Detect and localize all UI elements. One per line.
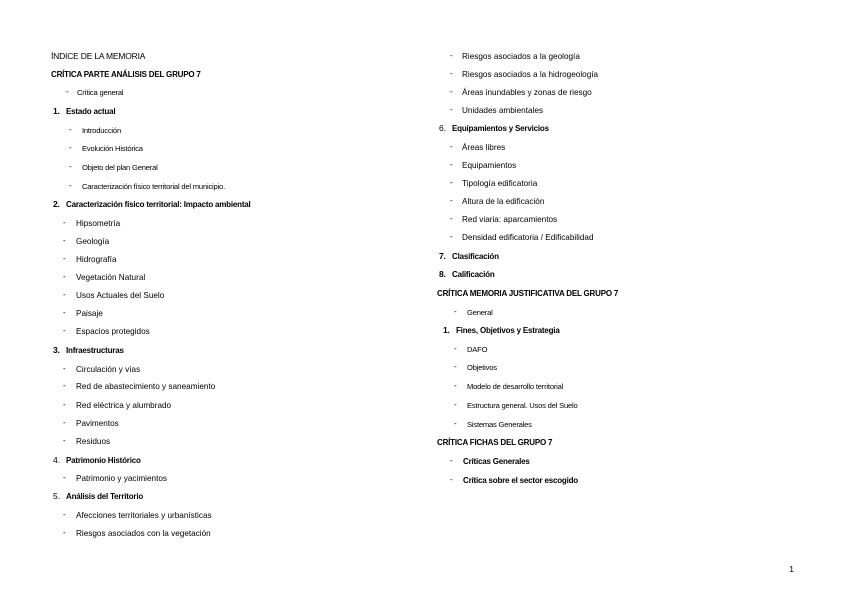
dash-bullet: - [63,400,66,409]
heading-number: 7. [439,251,446,261]
dash-bullet: - [450,196,453,205]
toc-item[interactable]: Crítica general [77,88,124,97]
toc-item[interactable]: Caracterización físico territorial del municipio. [82,182,225,191]
toc-heading[interactable]: Infraestructuras [66,346,124,355]
dash-bullet: - [63,254,66,263]
dash-bullet: - [454,344,457,353]
toc-item[interactable]: DAFO [467,345,488,354]
dash-bullet: - [454,400,457,409]
index-title: ÍNDICE DE LA MEMORIA [51,51,146,61]
dash-bullet: - [450,214,453,223]
dash-bullet: - [63,290,66,299]
toc-heading[interactable]: Fines, Objetivos y Estrategia [456,326,560,335]
toc-item[interactable]: Equipamientos [462,161,517,170]
toc-item[interactable]: Estructura general. Usos del Suelo [467,401,578,410]
dash-bullet: - [450,87,453,96]
dash-bullet: - [63,272,66,281]
toc-item[interactable]: Hipsometría [76,219,121,228]
toc-heading[interactable]: Equipamientos y Servicios [452,124,549,133]
toc-item[interactable]: Introducción [82,126,121,135]
toc-item[interactable]: Crítica sobre el sector escogido [463,476,578,485]
dash-bullet: - [63,381,66,390]
toc-item[interactable]: Sistemas Generales [467,420,532,429]
dash-bullet: - [63,528,66,537]
dash-bullet: - [63,473,66,482]
heading-number: 5. [53,491,61,501]
dash-bullet: - [63,236,66,245]
dash-bullet: - [450,475,453,484]
toc-item[interactable]: Geología [76,237,110,246]
toc-heading[interactable]: Calificación [452,270,495,279]
toc-item[interactable]: Pavimentos [76,419,119,428]
dash-bullet: - [63,308,66,317]
toc-item[interactable]: Residuos [76,437,111,446]
dash-bullet: - [450,160,453,169]
section-title-memoria: CRÍTICA MEMORIA JUSTIFICATIVA DEL GRUPO 7 [437,289,619,298]
heading-number: 1. [53,106,60,116]
toc-item[interactable]: Red de abastecimiento y saneamiento [76,382,216,391]
toc-item[interactable]: Hidrografía [76,255,117,264]
toc-item[interactable]: Densidad edificatoria / Edificabilidad [462,233,594,242]
toc-item[interactable]: Unidades ambientales [462,106,544,115]
dash-bullet: - [63,326,66,335]
toc-item[interactable]: Espacios protegidos [76,327,150,336]
toc-item[interactable]: Tipología edificatoria [462,179,538,188]
toc-item[interactable]: Red viaria: aparcamientos [462,215,558,224]
dash-bullet: - [450,456,453,465]
dash-bullet: - [63,218,66,227]
toc-item[interactable]: Circulación y vías [76,365,141,374]
toc-item[interactable]: Patrimonio y yacimientos [76,474,168,483]
dash-bullet: - [69,162,72,171]
toc-item[interactable]: Áreas libres [462,143,506,152]
toc-item[interactable]: General [467,308,493,317]
toc-heading[interactable]: Análisis del Territorio [66,492,144,501]
page-number: 1 [789,564,794,574]
toc-item[interactable]: Red eléctrica y alumbrado [76,401,172,410]
toc-heading[interactable]: Estado actual [66,107,116,116]
toc-heading[interactable]: Patrimonio Histórico [66,456,141,465]
heading-number: 2. [53,199,60,209]
dash-bullet: - [69,143,72,152]
toc-item[interactable]: Objetivos [467,363,497,372]
section-title-analysis: CRÍTICA PARTE ANÁLISIS DEL GRUPO 7 [51,70,201,79]
dash-bullet: - [63,364,66,373]
dash-bullet: - [66,87,69,96]
toc-item[interactable]: Áreas inundables y zonas de riesgo [462,88,592,97]
dash-bullet: - [450,51,453,60]
toc-item[interactable]: Evolución Histórica [82,144,143,153]
dash-bullet: - [454,362,457,371]
toc-item[interactable]: Altura de la edificación [462,197,545,206]
dash-bullet: - [63,510,66,519]
dash-bullet: - [450,142,453,151]
heading-number: 3. [53,345,60,355]
dash-bullet: - [63,418,66,427]
toc-item[interactable]: Riesgos asociados con la vegetación [76,529,211,538]
dash-bullet: - [450,105,453,114]
toc-item[interactable]: Vegetación Natural [76,273,146,282]
dash-bullet: - [69,125,72,134]
toc-item[interactable]: Objeto del plan General [82,163,158,172]
dash-bullet: - [69,181,72,190]
dash-bullet: - [63,436,66,445]
dash-bullet: - [450,178,453,187]
toc-item[interactable]: Críticas Generales [463,457,530,466]
toc-item[interactable]: Riesgos asociados a la hidrogeología [462,70,599,79]
toc-heading[interactable]: Caracterización físico territorial: Impacto ambiental [66,200,251,209]
dash-bullet: - [454,307,457,316]
dash-bullet: - [450,69,453,78]
dash-bullet: - [450,232,453,241]
dash-bullet: - [454,419,457,428]
toc-item[interactable]: Usos Actuales del Suelo [76,291,165,300]
heading-number: 6. [439,123,447,133]
heading-number: 4. [53,455,61,465]
toc-item[interactable]: Riesgos asociados a la geología [462,52,580,61]
toc-heading[interactable]: Clasificación [452,252,499,261]
toc-item[interactable]: Paisaje [76,309,103,318]
toc-item[interactable]: Modelo de desarrollo territorial [467,382,564,391]
heading-number: 1. [443,325,450,335]
heading-number: 8. [439,269,446,279]
toc-item[interactable]: Afecciones territoriales y urbanísticas [76,511,212,520]
dash-bullet: - [454,381,457,390]
section-title-fichas: CRÍTICA FICHAS DEL GRUPO 7 [437,438,553,447]
